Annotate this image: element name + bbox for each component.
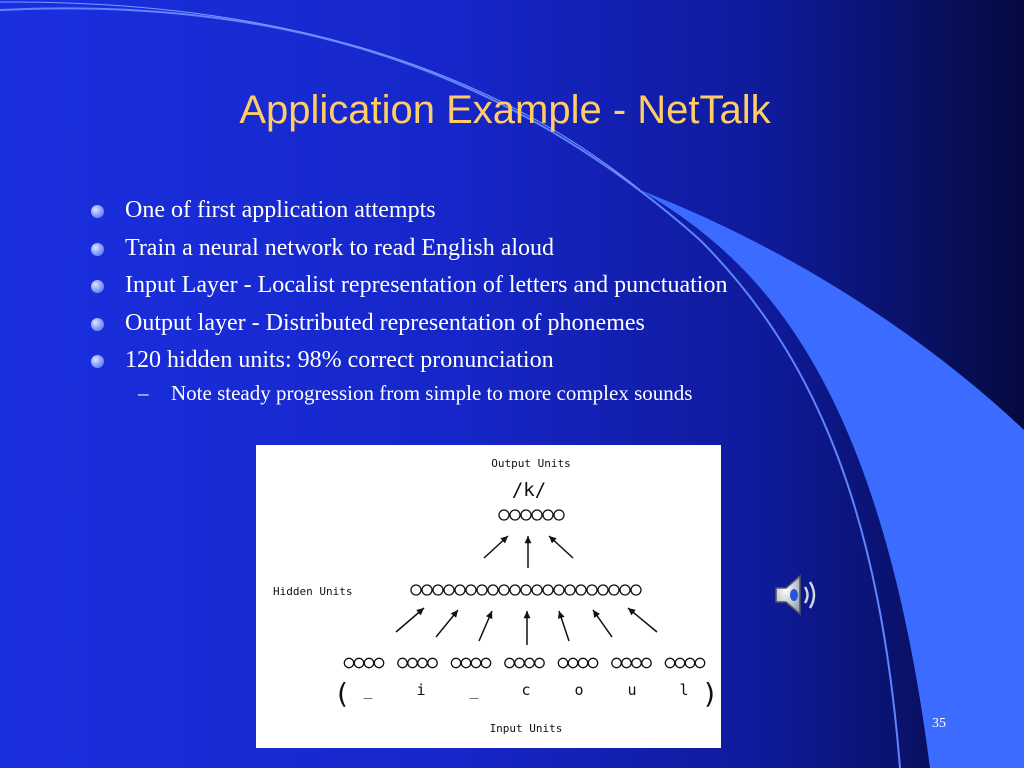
bullet-item [88, 305, 888, 343]
input-unit [665, 658, 674, 667]
bullet-text: Output layer - Distributed representation of phonemes [125, 309, 645, 336]
sound-wave [805, 587, 808, 603]
output-units-label: Output Units [491, 457, 571, 470]
hidden-unit [477, 585, 487, 595]
input-unit [451, 658, 460, 667]
input-arrows [396, 608, 657, 645]
output-arrows [484, 536, 573, 568]
input-unit [578, 658, 587, 667]
input-character: c [521, 681, 531, 699]
hidden-unit [631, 585, 641, 595]
input-unit [364, 658, 373, 667]
hidden-units-row [411, 585, 641, 595]
hidden-unit [433, 585, 443, 595]
input-unit [685, 658, 694, 667]
bullet-dot-icon [91, 318, 104, 331]
hidden-unit [466, 585, 476, 595]
bullet-item [88, 230, 888, 268]
hidden-unit [488, 585, 498, 595]
output-unit [532, 510, 542, 520]
input-unit [695, 658, 704, 667]
hidden-unit [576, 585, 586, 595]
hidden-unit [510, 585, 520, 595]
bullet-dot-icon [91, 243, 104, 256]
input-arrow-head [524, 611, 531, 618]
input-arrow-head [558, 611, 565, 619]
nettalk-diagram [256, 445, 721, 748]
input-unit [481, 658, 490, 667]
input-units-row [344, 658, 704, 667]
hidden-unit [565, 585, 575, 595]
input-character: _ [469, 681, 479, 699]
input-unit [374, 658, 383, 667]
input-arrow-head [593, 610, 600, 618]
input-character: _ [363, 681, 373, 699]
bullet-item [88, 267, 888, 305]
input-unit [408, 658, 417, 667]
hidden-unit [620, 585, 630, 595]
input-unit [505, 658, 514, 667]
bullet-text: 120 hidden units: 98% correct pronunciation [125, 347, 554, 373]
sound-wave-outer [810, 582, 814, 608]
input-unit [461, 658, 470, 667]
input-unit [428, 658, 437, 667]
bullet-text: Input Layer - Localist representation of letters and punctuation [125, 272, 728, 298]
hidden-unit [422, 585, 432, 595]
output-unit [543, 510, 553, 520]
sub-bullet-text: Note steady progression from simple to more complex sounds [171, 380, 693, 405]
input-unit [471, 658, 480, 667]
hidden-unit [587, 585, 597, 595]
slide-title: Application Example - NetTalk [239, 88, 771, 132]
input-unit [344, 658, 353, 667]
input-character: ( [333, 677, 351, 710]
input-unit [622, 658, 631, 667]
input-character: l [679, 681, 689, 699]
hidden-unit [598, 585, 608, 595]
input-characters [334, 677, 719, 710]
bullet-item [88, 342, 888, 380]
hidden-unit [554, 585, 564, 595]
output-units-row [499, 510, 564, 520]
input-character: ) [701, 677, 719, 710]
hidden-units-label: Hidden Units [273, 585, 353, 598]
bullet-dot-icon [91, 355, 104, 368]
bullet-text: Train a neural network to read English aloud [125, 234, 555, 261]
speaker-center [790, 589, 798, 601]
input-character: i [416, 681, 426, 699]
slide-number: 35 [932, 716, 946, 731]
input-unit [558, 658, 567, 667]
hidden-unit [455, 585, 465, 595]
input-unit [588, 658, 597, 667]
output-unit [499, 510, 509, 520]
hidden-unit [411, 585, 421, 595]
output-arrow-head [525, 536, 532, 543]
input-unit [535, 658, 544, 667]
input-unit [612, 658, 621, 667]
bullet-text: One of first application attempts [125, 197, 436, 223]
output-phoneme: /k/ [511, 479, 547, 501]
hidden-unit [444, 585, 454, 595]
input-unit [515, 658, 524, 667]
sub-bullet-item [88, 380, 888, 406]
input-unit [568, 658, 577, 667]
sub-bullet-dash: – [138, 380, 149, 405]
input-unit [632, 658, 641, 667]
input-character: o [574, 681, 584, 699]
input-unit [354, 658, 363, 667]
output-unit [554, 510, 564, 520]
output-unit [521, 510, 531, 520]
nettalk-figure [256, 445, 721, 748]
output-unit [510, 510, 520, 520]
hidden-unit [543, 585, 553, 595]
input-unit [642, 658, 651, 667]
bullet-list [88, 192, 888, 406]
input-unit [418, 658, 427, 667]
bullet-item [88, 192, 888, 230]
hidden-unit [609, 585, 619, 595]
input-unit [525, 658, 534, 667]
bullet-dot-icon [91, 205, 104, 218]
input-units-label: Input Units [489, 722, 563, 735]
hidden-unit [499, 585, 509, 595]
hidden-unit [532, 585, 542, 595]
input-unit [398, 658, 407, 667]
bullet-dot-icon [91, 280, 104, 293]
speaker-icon[interactable] [772, 573, 820, 617]
hidden-unit [521, 585, 531, 595]
input-character: u [627, 681, 637, 699]
input-unit [675, 658, 684, 667]
